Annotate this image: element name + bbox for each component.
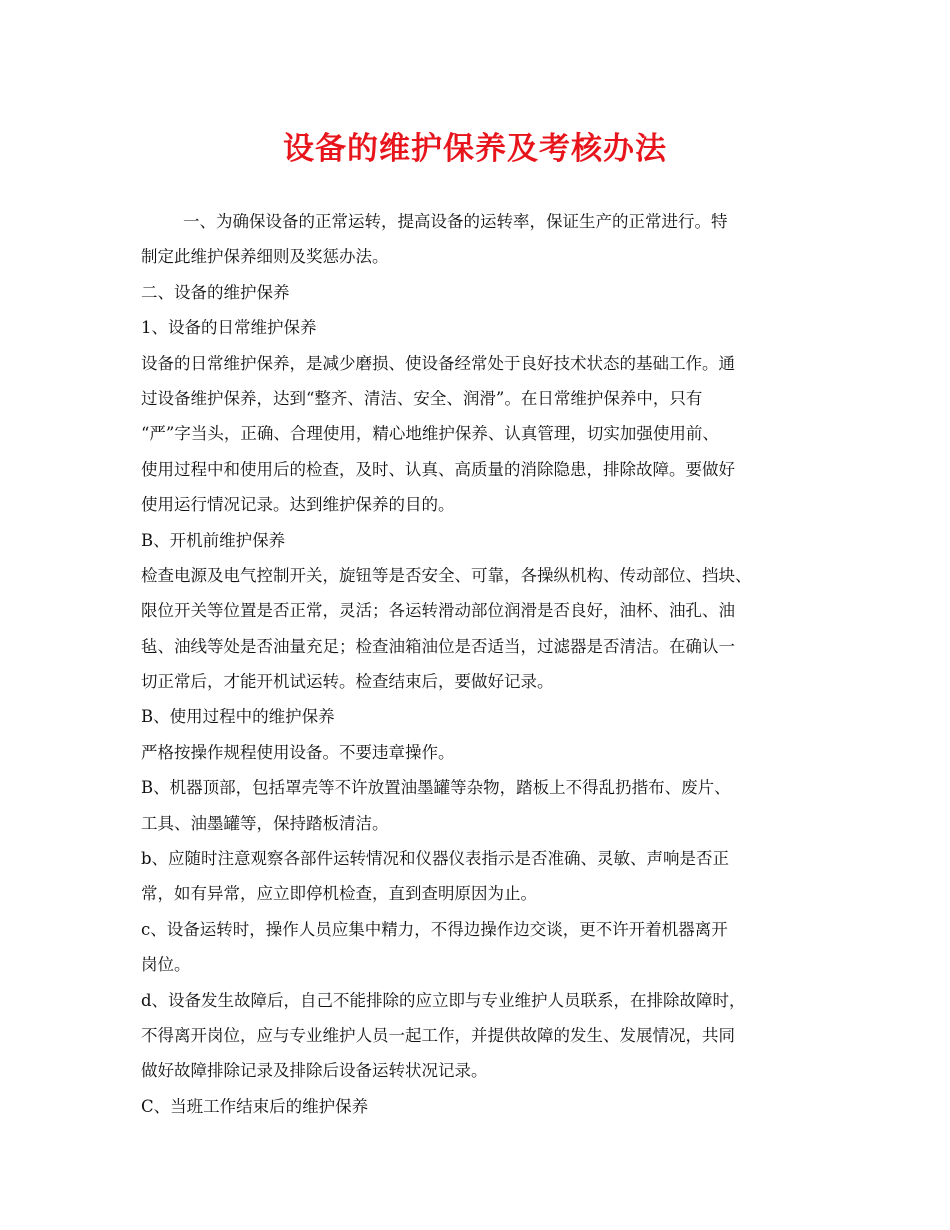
text-line: C、当班工作结束后的维护保养 xyxy=(141,1096,369,1116)
text-line: b、应随时注意观察各部件运转情况和仪器仪表指示是否准确、灵敏、声响是否正 xyxy=(141,849,730,869)
text-line: 常，如有异常，应立即停机检查，直到查明原因为止。 xyxy=(141,884,537,904)
text-line: 限位开关等位置是否正常，灵活；各运转滑动部位润滑是否良好，油杯、油孔、油 xyxy=(141,601,735,621)
text-line: 工具、油墨罐等，保持踏板清洁。 xyxy=(141,813,389,833)
text-line: 岗位。 xyxy=(141,955,191,975)
text-line: 制定此维护保养细则及奖惩办法。 xyxy=(141,247,389,267)
text-line: 切正常后，才能开机试运转。检查结束后，要做好记录。 xyxy=(141,672,554,692)
text-line: 不得离开岗位，应与专业维护人员一起工作，并提供故障的发生、发展情况，共同 xyxy=(141,1025,735,1045)
document-body xyxy=(141,204,831,1124)
text-line: 过设备维护保养，达到“整齐、清洁、安全、润滑”。在日常维护保养中，只有 xyxy=(141,388,703,408)
text-line: 使用过程中和使用后的检查，及时、认真、高质量的消除隐患，排除故障。要做好 xyxy=(141,459,735,479)
text-line: 一、为确保设备的正常运转，提高设备的运转率，保证生产的正常进行。特 xyxy=(183,212,728,231)
text-line: “严”字当头，正确、合理使用，精心地维护保养、认真管理，切实加强使用前、 xyxy=(141,424,719,444)
text-line: B、使用过程中的维护保养 xyxy=(141,707,335,727)
text-line: 检查电源及电气控制开关，旋钮等是否安全、可靠，各操纵机构、传动部位、挡块、 xyxy=(141,565,752,585)
text-line: 设备的日常维护保养，是减少磨损、使设备经常处于良好技术状态的基础工作。通 xyxy=(141,353,735,373)
text-line: 毡、油线等处是否油量充足；检查油箱油位是否适当，过滤器是否清洁。在确认一 xyxy=(141,636,735,656)
text-line: 做好故障排除记录及排除后设备运转状况记录。 xyxy=(141,1061,488,1081)
document-title: 设备的维护保养及考核办法 xyxy=(283,131,667,167)
text-line: 1、设备的日常维护保养 xyxy=(141,318,317,338)
text-line: 使用运行情况记录。达到维护保养的目的。 xyxy=(141,495,455,515)
text-line: 二、设备的维护保养 xyxy=(141,282,290,302)
text-line: 严格按操作规程使用设备。不要违章操作。 xyxy=(141,742,455,762)
text-line: B、机器顶部，包括罩壳等不许放置油墨罐等杂物，踏板上不得乱扔揩布、废片、 xyxy=(141,778,731,798)
text-line: d、设备发生故障后，自己不能排除的应立即与专业维护人员联系，在排除故障时， xyxy=(141,990,746,1010)
text-line: B、开机前维护保养 xyxy=(141,530,286,550)
text-line: c、设备运转时，操作人员应集中精力，不得边操作边交谈，更不许开着机器离开 xyxy=(141,919,728,939)
